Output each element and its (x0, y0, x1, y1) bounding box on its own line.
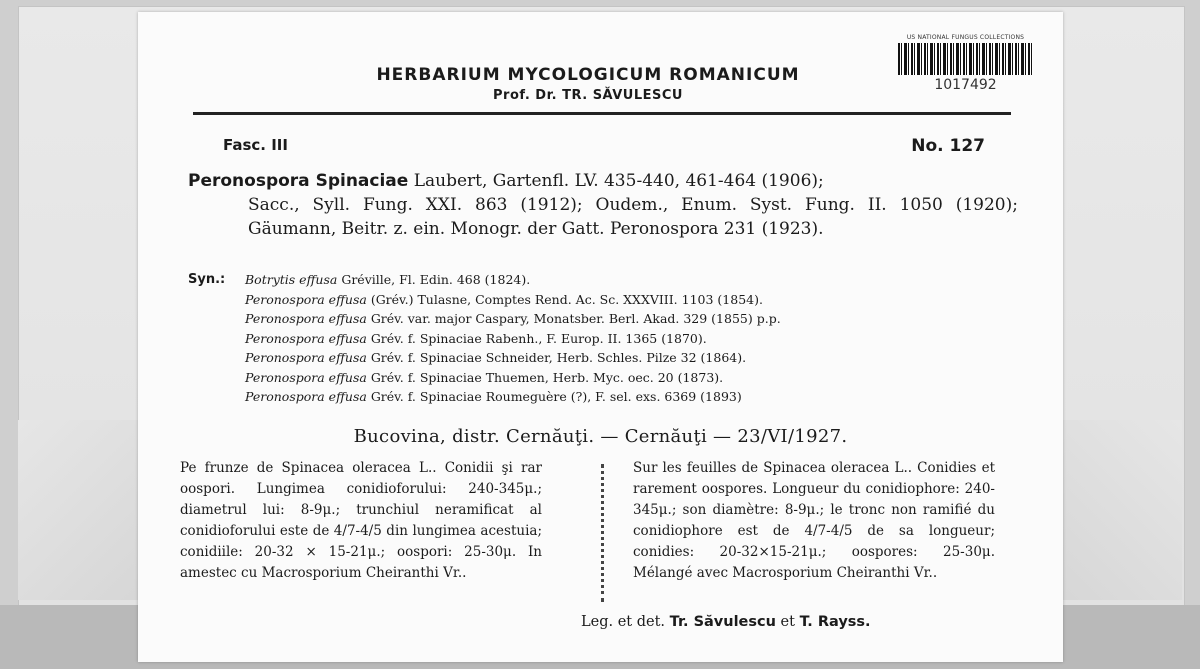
herbarium-subtitle: Prof. Dr. TR. SĂVULESCU (493, 88, 683, 103)
collector-joiner: et (775, 614, 800, 630)
species-name: Peronospora Spinaciae (188, 171, 409, 191)
species-citation (188, 169, 1018, 241)
synonym-row (188, 387, 1028, 407)
synonym-authority: Grév. f. Spinaciae Thuemen, Herb. Myc. oec. 20 (1873). (366, 369, 724, 385)
synonym-authority: Gréville, Fl. Edin. 468 (1824). (337, 272, 531, 287)
synonym-genus: Peronospora effusa (245, 330, 367, 346)
collector-prefix: Leg. et det. (581, 614, 670, 630)
envelope-flap-right (1052, 420, 1182, 600)
barcode-caption: US NATIONAL FUNGUS COLLECTIONS (906, 34, 1025, 41)
description-french: Sur les feuilles de Spinacea oleracea L.. Conidies et rarement oospores. Longueur du conidiophore: 240-345μ.; son diamètre: 8-9μ.; le tronc non ramifié du conidiophore est de 4/7-4/5 de sa longueur; conidies: 20-32×15-21μ.; oospores: 25-30μ. Mélangé avec Macrosporium Cheiranthi Vr.. (633, 460, 995, 581)
synonym-genus: Peronospora effusa (245, 311, 367, 326)
fascicle-label: Fasc. III (223, 136, 288, 154)
collector-line (581, 614, 871, 630)
description-romanian: Pe frunze de Spinacea oleracea L.. Conidii şi rar oospori. Lungimea conidioforului: 240-345μ.; diametrul lui: 8-9μ.; trunchiul neramificat al conidioforului este de 4/7-4/5 din lungimea acestuia; conidiile: 20-32 × 15-21μ.; oospori: 25-30μ. In amestec cu Macrosporium Cheiranthi Vr.. (180, 460, 542, 581)
header-rule (193, 112, 1011, 115)
synonym-authority: Grév. f. Spinaciae Schneider, Herb. Schles. Pilze 32 (1864). (366, 350, 747, 365)
species-citation-rest: Sacc., Syll. Fung. XXI. 863 (1912); Oudem., Enum. Syst. Fung. II. 1050 (1920); Gäumann, Beitr. z. ein. Monogr. der Gatt. Peronospora 231 (1923). (248, 195, 1018, 239)
envelope-flap-left (18, 420, 148, 600)
collector-name-2: T. Rayss. (799, 614, 871, 630)
synonym-genus: Botrytis effusa (245, 272, 338, 287)
herbarium-title: HERBARIUM MYCOLOGICUM ROMANICUM (376, 65, 800, 85)
synonym-row (188, 270, 1028, 290)
herbarium-label (138, 12, 1063, 662)
barcode-number: 1017492 (934, 77, 997, 93)
species-citation-line1: Laubert, Gartenfl. LV. 435-440, 461-464 (1906); (408, 171, 824, 191)
specimen-number: No. 127 (911, 136, 985, 156)
synonym-authority: Grév. f. Spinaciae Roumeguère (?), F. sel. exs. 6369 (1893) (366, 389, 742, 404)
barcode-bars (898, 43, 1033, 75)
column-divider (601, 464, 604, 602)
synonym-row (188, 368, 1028, 388)
synonym-row (188, 348, 1028, 368)
synonym-row (188, 309, 1028, 329)
synonym-authority: Grév. f. Spinaciae Rabenh., F. Europ. II. 1365 (1870). (366, 330, 707, 346)
synonym-genus: Peronospora effusa (245, 369, 367, 385)
synonym-genus: Peronospora effusa (245, 389, 367, 404)
synonym-genus: Peronospora effusa (245, 291, 367, 307)
synonym-authority: (Grév.) Tulasne, Comptes Rend. Ac. Sc. XXXVIII. 1103 (1854). (366, 291, 763, 307)
barcode (893, 34, 1038, 106)
synonym-row (188, 290, 1028, 310)
synonym-row (188, 329, 1028, 349)
collector-name-1: Tr. Săvulescu (669, 614, 776, 630)
synonym-authority: Grév. var. major Caspary, Monatsber. Berl. Akad. 329 (1855) p.p. (366, 311, 781, 326)
collection-locality: Bucovina, distr. Cernăuţi. — Cernăuţi — 23/VI/1927. (353, 426, 848, 447)
synonym-genus: Peronospora effusa (245, 350, 367, 365)
synonyms (188, 270, 1028, 407)
synonyms-label: Syn.: (188, 272, 226, 287)
